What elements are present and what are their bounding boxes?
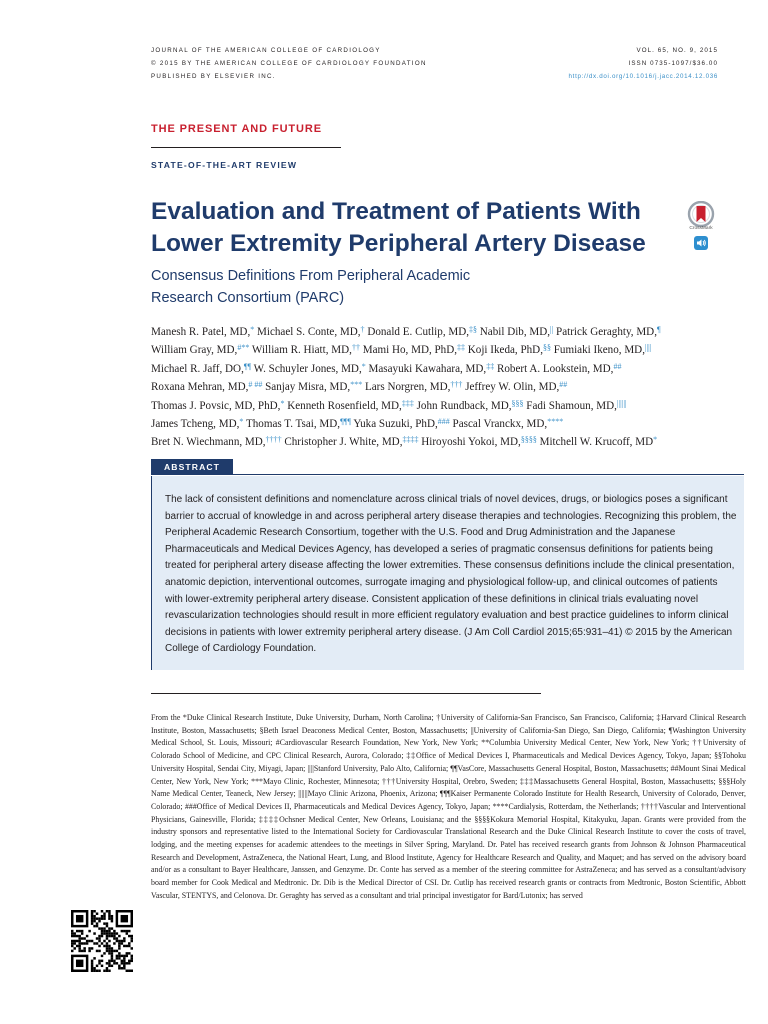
author-name: Hiroyoshi Yokoi, MD, (418, 436, 521, 449)
abstract-body: The lack of consistent definitions and nomenclature across clinical trials of novel devices, drugs, or biologics poses a significant barrier to accrual of knowledge in and across peripheral artery disease therapies and technologies. Recognizing this problem, the Peripheral Academic Research Consortium, together with the U.S. Food and Drug Administration and the Japanese Pharmaceuticals and Medical Devices Agency, has developed a series of pragmatic consensus definitions for patients being treated for peripheral artery disease affecting the lower extremities. These consensus definitions include the clinical presentation, anatomic depiction, interventional outcomes, surrogate imaging and physiological follow-up, and clinical outcomes of patients with lower-extremity peripheral artery disease. Consistent application of these definitions in clinical trials evaluating novel revascularization technologies should result in more efficient regulatory evaluation and best practice guidelines to inform clinical decisions in patients with lower extremity peripheral artery disease. (165, 494, 737, 638)
affiliation-marker[interactable]: ‡‡‡ (401, 398, 414, 408)
author-name: W. Schuyler Jones, MD, (251, 362, 362, 375)
affiliation-marker[interactable]: ¶¶¶ (340, 417, 351, 427)
author-name: Koji Ikeda, PhD, (465, 344, 543, 357)
abstract-citation: (J Am Coll Cardiol 2015;65:931–41) © 2015 by the American College of Cardiology Foundation. (165, 626, 733, 655)
footnote-divider (151, 693, 541, 694)
article-subtitle (151, 265, 671, 309)
author-line (151, 432, 711, 450)
affiliation-marker[interactable]: ‡‡ (457, 343, 466, 353)
affiliation-marker[interactable]: * (239, 417, 244, 427)
author-line (151, 340, 711, 358)
section-label: THE PRESENT AND FUTURE (151, 123, 322, 135)
issn-line: ISSN 0735-1097/$36.00 (628, 60, 718, 67)
author-name: John Rundback, MD, (413, 399, 512, 412)
affiliation-marker[interactable]: ## (559, 380, 568, 390)
affiliation-marker[interactable]: †† (351, 343, 360, 353)
affiliation-marker[interactable]: †††† (265, 435, 282, 445)
volume-line: VOL. 65, NO. 9, 2015 (636, 47, 718, 54)
author-name: Roxana Mehran, MD, (151, 381, 249, 394)
author-name: Fumiaki Ikeno, MD, (550, 344, 645, 357)
author-name: Nabil Dib, MD, (477, 326, 551, 338)
author-name: Mitchell W. Krucoff, MD (536, 436, 654, 449)
author-name: Kenneth Rosenfield, MD, (284, 399, 402, 412)
author-name: Fadi Shamoun, MD, (523, 399, 617, 412)
author-line (151, 414, 711, 432)
author-name: Yuka Suzuki, PhD, (350, 418, 438, 431)
author-name: James Tcheng, MD, (151, 418, 240, 431)
journal-header (151, 44, 427, 83)
affiliation-marker[interactable]: §§§ (511, 398, 524, 408)
abstract-top-rule (151, 474, 744, 475)
affiliation-marker[interactable]: ‡§ (469, 325, 478, 334)
abstract-text (165, 492, 737, 658)
author-name: Michael S. Conte, MD, (254, 326, 361, 338)
subtitle-line: Research Consortium (PARC) (151, 290, 345, 306)
article-title (151, 196, 691, 260)
author-name: Michael R. Jaff, DO, (151, 362, 244, 375)
affiliation-marker[interactable]: * (653, 435, 658, 445)
affiliations-footnote: From the *Duke Clinical Research Institute, Duke University, Durham, North Carolina; †University of California-San Francisco, San Francisco, California; ‡Harvard Clinical Research Institute, Boston, Massachusetts; §Beth Israel Deaconess Medical Center, Boston, Massachusetts; ||University of California-San Diego, San Diego, California; ¶Washington University Medical School, St. Louis, Missouri; #Cardiovascular Research Foundation, New York, New York; **Columbia University Medical Center, New York, New York; ††University of Colorado School of Medicine, and CPC Clinical Research, Aurora, Colorado; ‡‡Office of Medical Devices I, Pharmaceuticals and Medical Devices Agency, Tokyo, Japan; §§Tohoku University Hospital, Sendai City, Miyagi, Japan; ||||Stanford University, Palo Alto, California; ¶¶VasCore, Massachusetts General Hospital, Boston, Massachusetts; ##Mount Sinai Medical Center, New York, New York; ***Mayo Clinic, Rochester, Minnesota; †††University Hospital, Orebro, Sweden; ‡‡‡Massachusetts General Hospital, Boston, Massachusetts; §§§Holy Name Medical Center, Teaneck, New Jersey; ||||||Mayo Clinic Arizona, Phoenix, Arizona; ¶¶¶Kaiser Permanente Colorado Institute for Health Research, University of Colorado, Denver, Colorado; ###Office of Medical Devices II, Pharmaceuticals and Medical Devices Agency, Tokyo, Japan; ****Cardialysis, Rotterdam, the Netherlands; ††††Vascular and Interventional Physicians, Gainesville, Florida; ‡‡‡‡Ochsner Medical Center, New Orleans, Louisiana; and the §§§§Kokura Memorial Hospital, Kitakyuku, Japan. Grants were provided from the industry sponsors and representative listed to the International Society for Cardiovascular Translational Research and the Duke Clinical Research Institute to cover the costs of travel, lodging, and the meeting expenses for academic attendees to the meetings in Silver Spring, Maryland. Dr. Patel has received research grants from Johnson & Johnson Pharmaceutical Research and Development, AstraZeneca, the National Heart, Lung, and Blood Institute, Agency for Healthcare Research and Quality, and Maquet; and has served on the advisory board and/or as a consultant to Bayer Healthcare, Janssen, and Genzyme. Dr. Conte has served as a member of the steering committee for AstraZeneca; and has served as a consultant/advisory board member for Cook Medical and Medtronic. Dr. Dib is the Medical Director of CSI. Dr. Cutlip has received research grants or contracts from Medtronic, Boston Scientific, Abbott Vascular, STENTYS, and Celonova. Dr. Geraghty has served as a consultant and trial principal investigator for Bard/Lutonix; has served (151, 713, 746, 900)
affiliation-marker[interactable]: ‡‡‡‡ (402, 435, 419, 445)
author-name: Lars Norgren, MD, (362, 381, 451, 394)
affiliation-marker[interactable]: || (550, 325, 554, 334)
subtitle-line: Consensus Definitions From Peripheral Academic (151, 268, 471, 284)
author-name: Sanjay Misra, MD, (262, 381, 351, 394)
affiliation-marker[interactable]: |||||| (616, 398, 627, 408)
affiliation-marker[interactable]: * (280, 398, 285, 408)
crossmark-label: CrossMark (689, 226, 713, 231)
qr-code-icon[interactable] (71, 910, 133, 972)
article-type-label: STATE-OF-THE-ART REVIEW (151, 160, 298, 170)
issue-info (569, 44, 718, 83)
affiliation-marker[interactable]: ## (613, 361, 622, 371)
author-name: Robert A. Lookstein, MD, (494, 362, 614, 375)
affiliation-marker[interactable]: #** (237, 343, 250, 353)
section-divider (151, 147, 341, 148)
author-line (151, 322, 711, 340)
author-line (151, 396, 711, 414)
audio-speaker-icon[interactable] (694, 236, 708, 250)
affiliation-marker[interactable]: † (360, 325, 365, 334)
author-name: Manesh R. Patel, MD, (151, 326, 251, 338)
affiliation-marker[interactable]: ¶¶ (243, 361, 252, 371)
affiliation-marker[interactable]: **** (547, 417, 564, 427)
abstract-label: ABSTRACT (151, 459, 233, 475)
author-name: Donald E. Cutlip, MD, (364, 326, 470, 338)
affiliation-marker[interactable]: ¶ (656, 325, 661, 334)
affiliation-marker[interactable]: * (361, 361, 366, 371)
author-name: William R. Hiatt, MD, (249, 344, 352, 357)
affiliation-marker[interactable]: * (250, 325, 255, 334)
affiliation-marker[interactable]: *** (350, 380, 363, 390)
journal-name: JOURNAL OF THE AMERICAN COLLEGE OF CARDIOLOGY (151, 47, 381, 54)
affiliation-marker[interactable]: ‡‡ (486, 361, 495, 371)
affiliation-marker[interactable]: # ## (248, 380, 263, 390)
author-name: Thomas T. Tsai, MD, (243, 418, 341, 431)
affiliation-marker[interactable]: |||| (644, 343, 652, 353)
affiliation-marker[interactable]: §§ (542, 343, 551, 353)
author-name: Patrick Geraghty, MD, (553, 326, 657, 338)
affiliation-marker[interactable]: §§§§ (520, 435, 537, 445)
affiliation-marker[interactable]: ††† (450, 380, 463, 390)
publisher-line: PUBLISHED BY ELSEVIER INC. (151, 73, 276, 80)
copyright-line: © 2015 BY THE AMERICAN COLLEGE OF CARDIOLOGY FOUNDATION (151, 60, 427, 67)
author-line (151, 359, 711, 377)
author-name: Thomas J. Povsic, MD, PhD, (151, 399, 281, 412)
author-name: Masayuki Kawahara, MD, (365, 362, 487, 375)
author-name: Mami Ho, MD, PhD, (359, 344, 458, 357)
author-name: Pascal Vranckx, MD, (449, 418, 548, 431)
author-name: William Gray, MD, (151, 344, 238, 357)
author-line (151, 377, 711, 395)
title-line: Evaluation and Treatment of Patients With (151, 198, 641, 225)
author-list (151, 322, 711, 451)
author-name: Jeffrey W. Olin, MD, (462, 381, 560, 394)
doi-link[interactable]: http://dx.doi.org/10.1016/j.jacc.2014.12.036 (568, 73, 718, 80)
title-line: Lower Extremity Peripheral Artery Disease (151, 230, 646, 257)
author-name: Christopher J. White, MD, (281, 436, 403, 449)
affiliation-marker[interactable]: ### (437, 417, 450, 427)
author-name: Bret N. Wiechmann, MD, (151, 436, 266, 449)
